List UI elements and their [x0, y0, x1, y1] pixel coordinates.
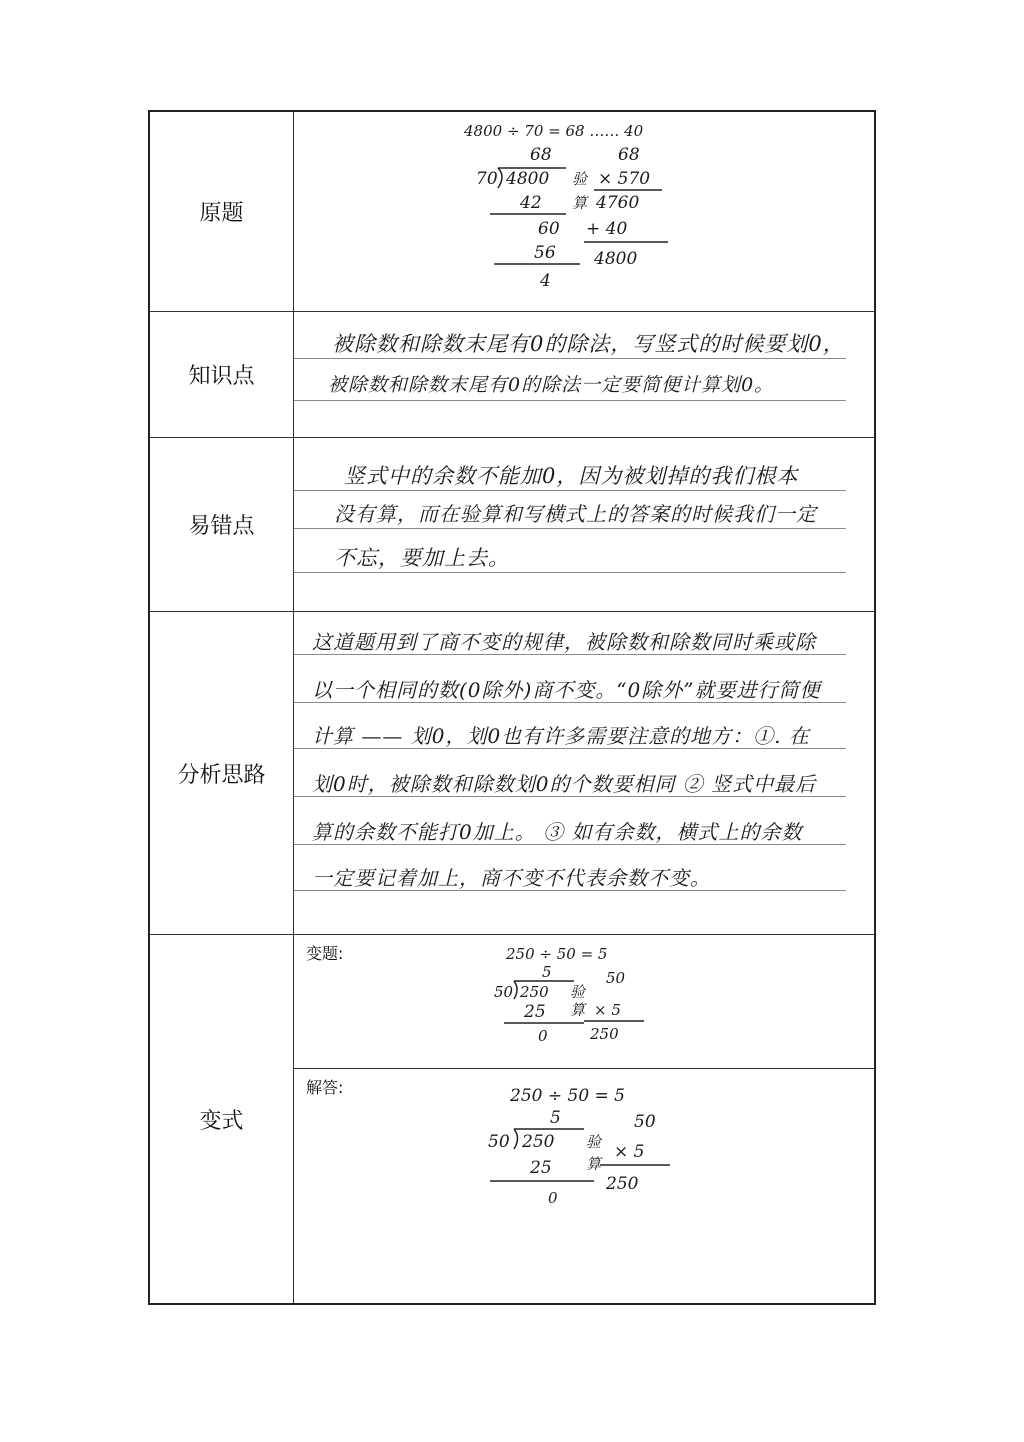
variant-answer-check-label-2: 算: [586, 1155, 602, 1173]
variant-problem-bracket: [514, 981, 517, 999]
analysis-content: [294, 612, 874, 934]
variant-answer-check-label-1: 验: [586, 1133, 602, 1151]
variant-answer-equation: 250 ÷ 50 = 5: [510, 1086, 625, 1106]
variant-problem-check-multiplicand: 50: [606, 969, 626, 987]
original-check-multiplicand: 68: [618, 145, 640, 165]
original-work: [294, 112, 874, 311]
original-long-division: [294, 112, 876, 312]
row-knowledge: [150, 312, 874, 438]
original-division-bracket: [498, 168, 502, 188]
variant-problem-check-result: 250: [590, 1025, 619, 1043]
analysis-line-3: 计算 —— 划0，划0也有许多需要注意的地方：①. 在: [312, 724, 810, 748]
row-analysis: [150, 612, 874, 935]
original-step3: 56: [534, 243, 556, 263]
original-check-multiplier: × 570: [598, 169, 651, 189]
analysis-rule-3: [294, 748, 846, 749]
variant-answer-quotient: 5: [550, 1108, 561, 1128]
row-errors: [150, 438, 874, 612]
original-check-result: 4800: [594, 249, 638, 269]
variant-problem-heading: 变题:: [306, 944, 344, 963]
row-label-analysis: 分析思路: [150, 612, 294, 934]
original-check-label-1: 验: [572, 170, 588, 188]
row-label-errors: 易错点: [150, 438, 294, 611]
analysis-rule-2: [294, 702, 846, 703]
variant-problem-quotient: 5: [542, 963, 552, 981]
variant-problem-divisor: 50: [494, 983, 514, 1001]
variant-problem-remainder: 0: [538, 1027, 548, 1045]
knowledge-content: [294, 312, 874, 437]
errors-line-1: 竖式中的余数不能加0，因为被划掉的我们根本: [344, 464, 799, 488]
variant-problem-equation: 250 ÷ 50 = 5: [506, 945, 608, 963]
original-check-label-2: 算: [572, 194, 588, 212]
original-check-add: + 40: [586, 219, 628, 239]
variant-content: [294, 935, 874, 1303]
variant-problem-cell: [294, 935, 874, 1069]
original-step1: 42: [520, 193, 542, 213]
row-original: [150, 112, 874, 312]
analysis-line-4: 划0时，被除数和除数划0的个数要相同 ② 竖式中最后: [312, 772, 817, 796]
analysis-rule-6: [294, 890, 846, 891]
original-equation: 4800 ÷ 70 = 68 …… 40: [464, 122, 644, 140]
variant-answer-cell: [294, 1069, 874, 1303]
errors-content: [294, 438, 874, 611]
variant-problem-check-label-1: 验: [570, 983, 586, 1001]
row-label-original: 原题: [150, 112, 294, 311]
original-remainder: 4: [540, 271, 551, 291]
original-divisor: 70: [476, 169, 498, 189]
variant-answer-remainder: 0: [548, 1189, 558, 1207]
errors-rule-1: [294, 490, 846, 491]
analysis-line-1: 这道题用到了商不变的规律，被除数和除数同时乘或除: [312, 630, 816, 654]
variant-answer-bracket: [514, 1129, 518, 1149]
variant-problem-long-division: [294, 935, 876, 1069]
variant-problem-step1: 25: [524, 1002, 546, 1022]
variant-answer-check-result: 250: [606, 1174, 639, 1194]
original-check-product: 4760: [596, 193, 640, 213]
variant-answer-check-multiplicand: 50: [634, 1112, 656, 1132]
variant-problem-check-multiplier: × 5: [594, 1001, 621, 1019]
variant-answer-check-multiplier: × 5: [614, 1142, 645, 1162]
errors-rule-3: [294, 572, 846, 573]
original-step2: 60: [538, 219, 560, 239]
analysis-line-2: 以一个相同的数(0除外)商不变。“0除外”就要进行简便: [312, 678, 821, 702]
variant-problem-check-label-2: 算: [570, 1001, 586, 1019]
row-label-knowledge: 知识点: [150, 312, 294, 437]
analysis-rule-1: [294, 654, 846, 655]
variant-answer-heading: 解答:: [306, 1078, 344, 1097]
knowledge-line-2: 被除数和除数末尾有0的除法一定要简便计算划0。: [328, 374, 775, 396]
knowledge-rule-1: [294, 358, 846, 359]
row-label-variant: 变式: [150, 935, 294, 1303]
variant-answer-step1: 25: [530, 1158, 552, 1178]
analysis-rule-5: [294, 844, 846, 845]
analysis-rule-4: [294, 796, 846, 797]
analysis-line-5: 算的余数不能打0加上。 ③ 如有余数，横式上的余数: [312, 820, 803, 844]
original-quotient: 68: [530, 145, 552, 165]
variant-answer-long-division: [294, 1069, 876, 1303]
errors-line-3: 不忘，要加上去。: [334, 546, 510, 570]
variant-answer-divisor: 50: [488, 1132, 510, 1152]
analysis-line-6: 一定要记着加上，商不变不代表余数不变。: [312, 866, 711, 890]
knowledge-rule-2: [294, 400, 846, 401]
errors-line-2: 没有算，而在验算和写横式上的答案的时候我们一定: [334, 502, 817, 526]
original-dividend: 4800: [506, 169, 550, 189]
worksheet-table: [148, 110, 876, 1305]
row-variant: [150, 935, 874, 1303]
variant-problem-dividend: 250: [520, 983, 549, 1001]
knowledge-line-1: 被除数和除数末尾有0的除法，写竖式的时候要划0，: [332, 332, 845, 356]
variant-answer-dividend: 250: [522, 1132, 555, 1152]
errors-rule-2: [294, 528, 846, 529]
